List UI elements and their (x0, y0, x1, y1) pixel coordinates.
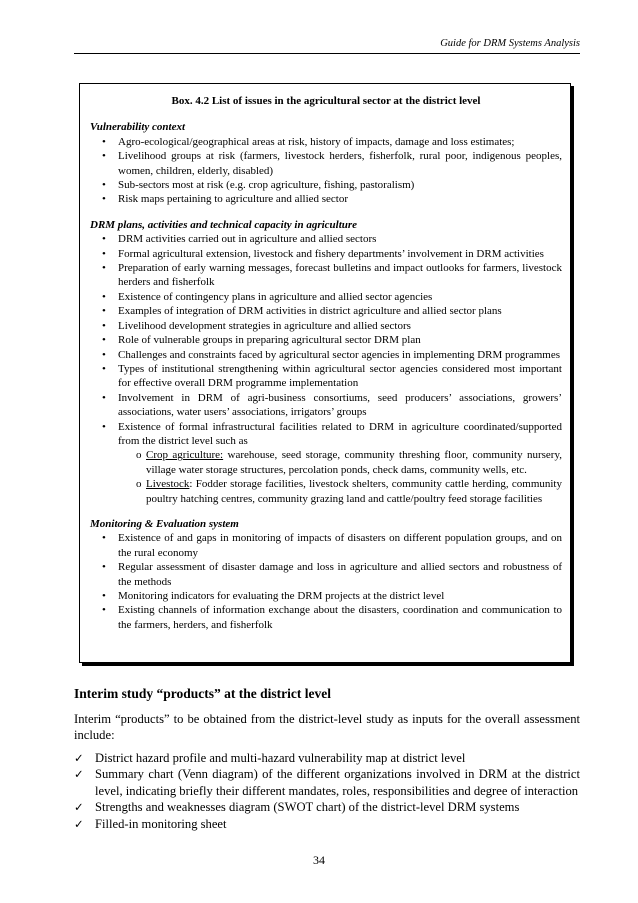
section-heading-monitoring: Monitoring & Evaluation system (90, 517, 239, 530)
bullet-icon: • (102, 193, 106, 206)
infrastructure-sublist (118, 448, 562, 506)
interim-heading: Interim study “products” at the district level (74, 686, 331, 701)
list-item: • Examples of integration of DRM activities in district agriculture and allied sector plans (102, 305, 502, 318)
list-item: • Livelihood groups at risk (farmers, livestock herders, fisherfolk, rural poor, indigenous peoples, women, children, elderly, disabled) (102, 150, 562, 177)
bullet-icon: • (102, 319, 106, 332)
box-title: Box. 4.2 List of issues in the agricultural sector at the district level (171, 95, 481, 107)
bullet-icon: • (102, 362, 106, 375)
list-item: • DRM activities carried out in agriculture and allied sectors (102, 233, 377, 246)
bullet-icon: • (102, 262, 106, 275)
list-item: • Existing channels of information exchange about the disasters, coordination and communication to the farmers, herders, and fisherfolk (102, 604, 562, 631)
bullet-icon: • (102, 233, 106, 246)
interim-intro: Interim “products” to be obtained from the district-level study as inputs for the overall assessment include: (74, 711, 580, 742)
list-item: • Types of institutional strengthening within agricultural sector agencies considered most important for effective overall DRM programme implementation (102, 362, 562, 390)
list-item: • Challenges and constraints faced by agricultural sector agencies in implementing DRM programmes (102, 348, 561, 361)
interim-products-section (74, 686, 580, 832)
bullet-icon: • (102, 348, 106, 361)
bullet-icon: • (102, 150, 106, 163)
list-item: • Sub-sectors most at risk (e.g. crop agriculture, fishing, pastoralism) (102, 179, 415, 192)
bullet-icon: • (102, 305, 106, 318)
bullet-icon: • (102, 420, 106, 433)
bullet-icon: • (102, 135, 106, 148)
circle-bullet-icon: o (136, 478, 142, 491)
bullet-icon: • (102, 334, 106, 347)
list-item: • Involvement in DRM of agri-business consortiums, seed producers’ associations, growers’ associations, water users’ associations, irrigators’ groups (102, 391, 562, 419)
list-item: • Role of vulnerable groups in preparing agricultural sector DRM plan (102, 334, 421, 347)
list-item: • Agro-ecological/geographical areas at risk, history of impacts, damage and loss estimates; (102, 135, 515, 148)
check-icon: ✓ (74, 750, 84, 765)
check-icon: ✓ (74, 800, 84, 814)
vulnerability-list (90, 135, 562, 207)
list-item: • Existence of contingency plans in agriculture and allied sector agencies (102, 290, 433, 303)
circle-bullet-icon: o (136, 449, 142, 462)
check-icon: ✓ (74, 816, 84, 831)
bullet-icon: • (102, 247, 106, 260)
list-item: • Existence of and gaps in monitoring of impacts of disasters on different population groups, and on the rural economy (102, 532, 562, 559)
checklist-item: ✓ Filled-in monitoring sheet (74, 816, 227, 831)
list-item: • Livelihood development strategies in agriculture and allied sectors (102, 319, 411, 332)
checklist-item: ✓ Strengths and weaknesses diagram (SWOT chart) of the district-level DRM systems (74, 800, 520, 814)
list-item: • Monitoring indicators for evaluating the DRM projects at the district level (102, 590, 445, 602)
list-item: • Existence of formal infrastructural facilities related to DRM in agriculture coordinated/supported from the district level such as o Crop agriculture: warehouse, seed storage, community threshing floor, community nursery, village water storage structures, percolation ponds, check dams, community wells, etc. o Livestock: Fodder storage facilities, livestock shelters, community cattle herding, community poultry hatching centres, community grazing land and cattle/poultry feed storage facilities (102, 420, 563, 505)
list-item: • Formal agricultural extension, livestock and fishery departments’ involvement in DRM activities (102, 247, 544, 260)
list-item: • Preparation of early warning messages, forecast bulletins and impact outlooks for farmers, livestock herders and fisherfolk (102, 262, 562, 289)
checklist-item: ✓ Summary chart (Venn diagram) of the different organizations involved in DRM at the district level, indicating briefly their different mandates, roles, responsibilities and degree of interaction (74, 767, 580, 798)
bullet-icon: • (102, 590, 106, 602)
bullet-icon: • (102, 290, 106, 303)
monitoring-list (90, 531, 562, 632)
running-header: Guide for DRM Systems Analysis (74, 38, 580, 54)
list-item: • Risk maps pertaining to agriculture and allied sector (102, 193, 349, 206)
page-number: 34 (313, 853, 325, 867)
issues-box (79, 83, 571, 663)
section-heading-vulnerability: Vulnerability context (90, 121, 186, 134)
sub-list-item: o Livestock: Fodder storage facilities, livestock shelters, community cattle herding, community poultry hatching centres, community grazing land and cattle/poultry feed storage facilities (136, 478, 562, 505)
drm-plans-list (90, 232, 562, 506)
list-item: • Regular assessment of disaster damage and loss in agriculture and allied sectors and robustness of the methods (102, 561, 562, 588)
section-heading-drm-plans: DRM plans, activities and technical capacity in agriculture (90, 218, 358, 231)
bullet-icon: • (102, 532, 106, 545)
sub-list-item: o Crop agriculture: warehouse, seed storage, community threshing floor, community nursery, village water storage structures, percolation ponds, check dams, community wells, etc. (136, 449, 563, 476)
bullet-icon: • (102, 604, 106, 617)
bullet-icon: • (102, 561, 106, 574)
checklist-item: ✓ District hazard profile and multi-hazard vulnerability map at district level (74, 750, 466, 765)
bullet-icon: • (102, 179, 106, 192)
interim-checklist (74, 750, 580, 833)
check-icon: ✓ (74, 767, 84, 781)
bullet-icon: • (102, 391, 106, 404)
